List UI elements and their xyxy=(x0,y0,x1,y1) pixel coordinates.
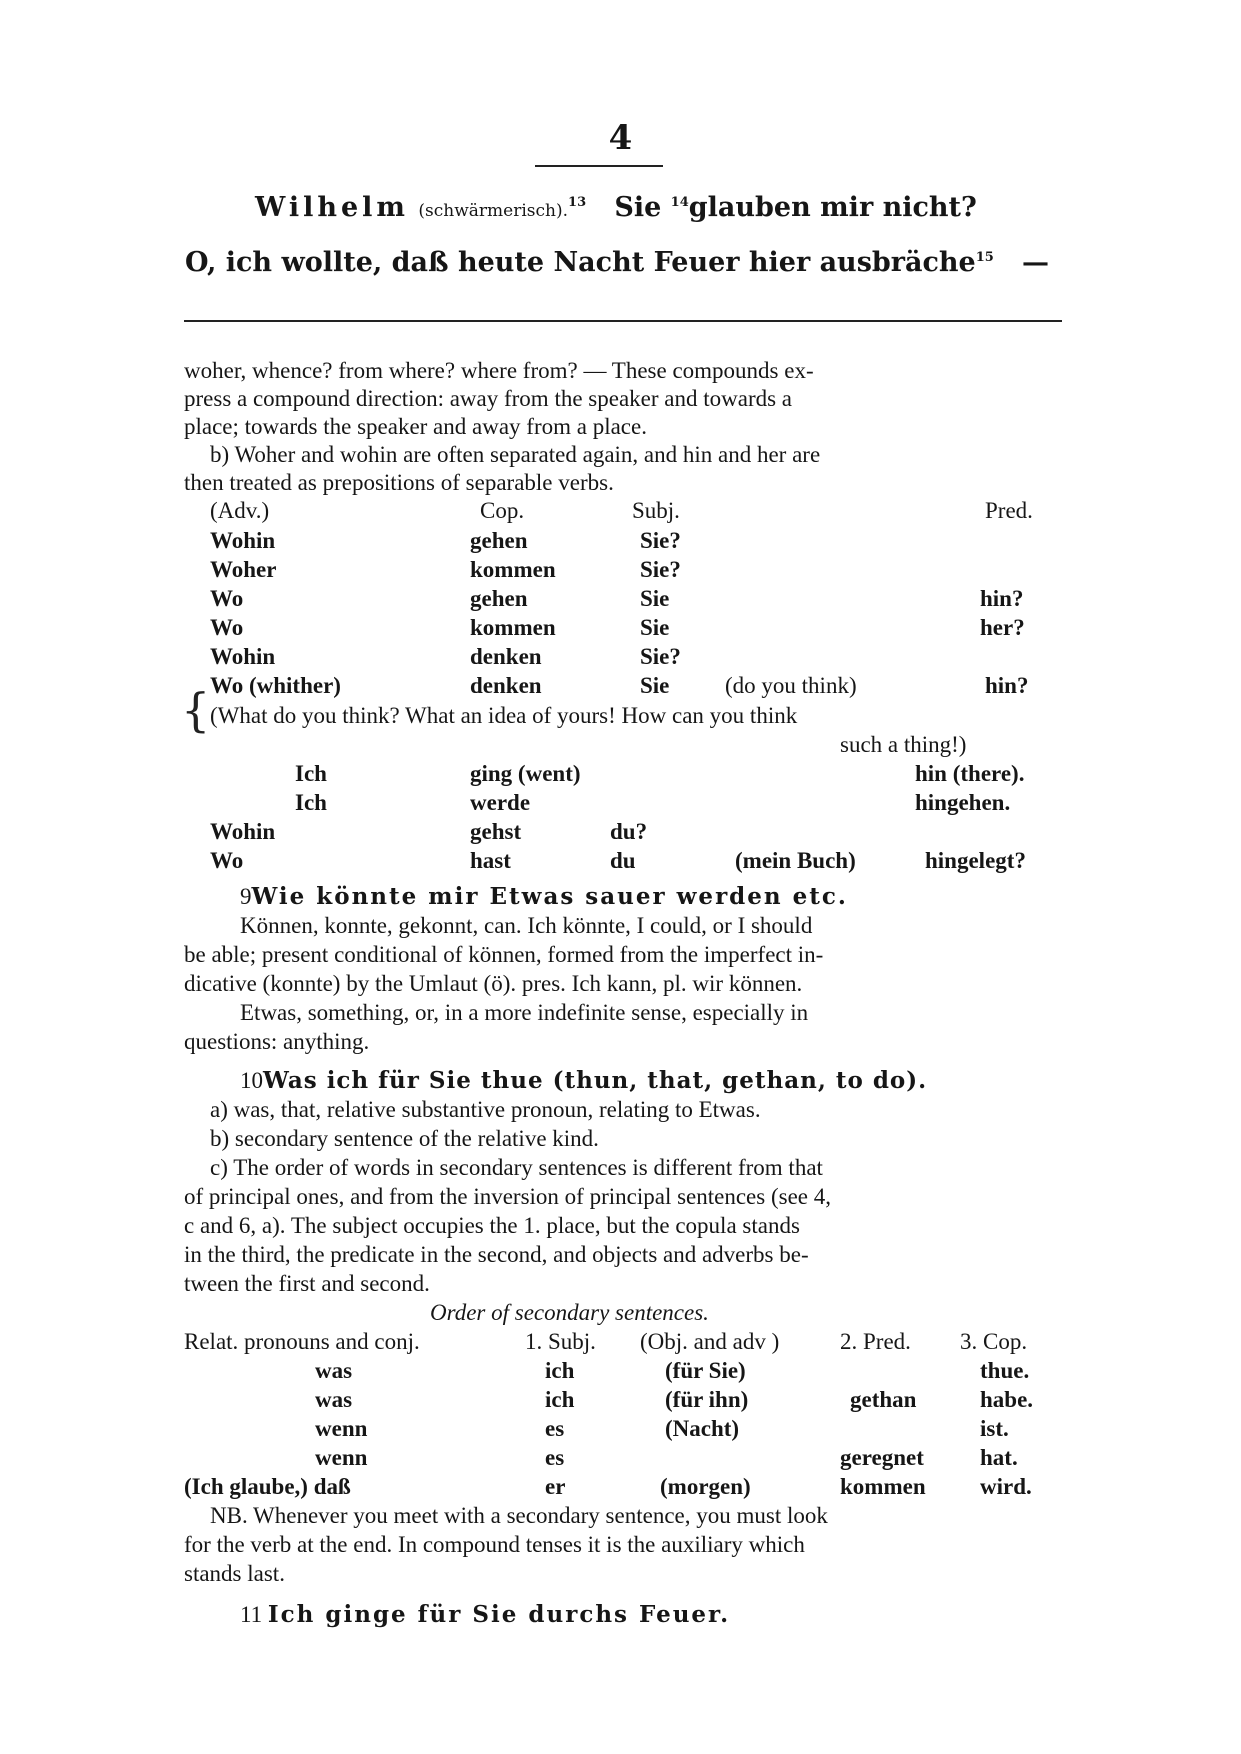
note-line: place; towards the speaker and away from a place. xyxy=(184,414,647,439)
table-header: (Adv.) xyxy=(210,498,270,523)
note-line: stands last. xyxy=(184,1561,285,1586)
table-cell: Sie xyxy=(640,615,670,640)
table-cell: hat. xyxy=(980,1445,1018,1470)
verse-dash: — xyxy=(1022,247,1050,278)
table-cell: Wo xyxy=(210,586,244,611)
table-cell: es xyxy=(545,1416,565,1441)
table-cell: werde xyxy=(470,790,531,815)
table-cell: her? xyxy=(980,615,1025,640)
table-cell: hin? xyxy=(980,586,1024,611)
table-header: (Obj. and adv ) xyxy=(640,1329,780,1354)
table-cell: wenn xyxy=(315,1416,368,1441)
table-cell: er xyxy=(545,1474,566,1499)
table-cell: hast xyxy=(470,848,511,873)
table-cell: (für ihn) xyxy=(665,1387,749,1412)
note-heading xyxy=(240,1601,730,1629)
table-cell: Sie? xyxy=(640,644,681,669)
footnote-ref: 13 xyxy=(568,195,587,210)
note-line: then treated as prepositions of separable verbs. xyxy=(184,470,614,495)
table-cell: Wo xyxy=(210,615,244,640)
note-line: c) The order of words in secondary sentences is different from that xyxy=(210,1155,823,1180)
footnote-ref: 15 xyxy=(975,250,994,265)
table-cell: ist. xyxy=(980,1416,1009,1441)
table-cell: du? xyxy=(610,819,648,844)
note-number: 10 xyxy=(240,1068,263,1093)
note-line: of principal ones, and from the inversion of principal sentences (see 4, xyxy=(184,1184,831,1209)
note-number: 9 xyxy=(240,884,252,909)
note-line: in the third, the predicate in the second, and objects and adverbs be- xyxy=(184,1242,809,1267)
verse-text: O, ich wollte, daß heute Nacht Feuer hier ausbräche xyxy=(185,247,976,278)
table-header: Relat. pronouns and conj. xyxy=(184,1329,420,1354)
table-cell: Wo xyxy=(210,848,244,873)
stage-direction: (schwärmerisch). xyxy=(418,201,569,221)
table-cell: (do you think) xyxy=(725,673,857,698)
table-cell: Wohin xyxy=(210,528,276,553)
table-header: Cop. xyxy=(480,498,525,523)
table-cell: kommen xyxy=(470,615,556,640)
note-line: NB. Whenever you meet with a secondary sentence, you must look xyxy=(210,1503,828,1528)
note-line: a) was, that, relative substantive pronoun, relating to Etwas. xyxy=(210,1097,761,1122)
table-header: 2. Pred. xyxy=(840,1329,911,1354)
table-cell: (Ich glaube,) daß xyxy=(184,1474,351,1499)
note-heading xyxy=(240,1067,927,1095)
table-cell: (Nacht) xyxy=(665,1416,740,1441)
table-cell: du xyxy=(610,848,636,873)
note-heading-text: Wie könnte mir Etwas sauer werden etc. xyxy=(251,883,848,910)
table-cell: hingehen. xyxy=(915,790,1011,815)
table-cell: ich xyxy=(545,1358,575,1383)
table-cell: Wo (whither) xyxy=(210,673,341,698)
note-line: tween the first and second. xyxy=(184,1271,430,1296)
table-cell: Sie xyxy=(640,673,670,698)
table-cell: hin? xyxy=(985,673,1029,698)
table-cell: (mein Buch) xyxy=(735,848,856,873)
note-line: woher, whence? from where? where from? — These compounds ex- xyxy=(184,358,814,383)
table-cell: thue. xyxy=(980,1358,1030,1383)
verse-text: Sie xyxy=(614,192,662,223)
table-cell: Sie? xyxy=(640,557,681,582)
table-cell: kommen xyxy=(840,1474,926,1499)
table-cell: Sie? xyxy=(640,528,681,553)
note-line: c and 6, a). The subject occupies the 1. place, but the copula stands xyxy=(184,1213,800,1238)
table-cell: was xyxy=(315,1358,353,1383)
note-line: such a thing!) xyxy=(840,732,967,757)
table-cell: ich xyxy=(545,1387,575,1412)
note-line: Können, konnte, gekonnt, can. Ich könnte, I could, or I should xyxy=(240,913,813,938)
note-line: b) Woher and wohin are often separated again, and hin and her are xyxy=(210,442,821,467)
table-cell: geregnet xyxy=(840,1445,924,1470)
table-cell: was xyxy=(315,1387,353,1412)
table-cell: Wohin xyxy=(210,644,276,669)
page-number: 4 xyxy=(608,118,633,158)
table-cell: Sie xyxy=(640,586,670,611)
table-cell: hingelegt? xyxy=(925,848,1026,873)
table-cell: denken xyxy=(470,644,542,669)
brace-mark: { xyxy=(181,683,211,737)
note-number: 11 xyxy=(240,1602,263,1627)
footnote-ref: 14 xyxy=(670,195,689,210)
table-cell: gehst xyxy=(470,819,522,844)
table-header: Subj. xyxy=(632,498,680,523)
page-number-rule xyxy=(535,165,663,167)
note-heading-text: Was ich für Sie thue (thun, that, gethan, to do). xyxy=(263,1067,928,1094)
note-line: be able; present conditional of können, formed from the imperfect in- xyxy=(184,942,824,967)
note-line: b) secondary sentence of the relative kind. xyxy=(210,1126,599,1151)
note-line: (What do you think? What an idea of yours! How can you think xyxy=(210,703,798,728)
verse-line-2 xyxy=(185,240,1049,281)
table-cell: gehen xyxy=(470,586,528,611)
note-heading-text: Ich ginge für Sie durchs Feuer. xyxy=(267,1601,731,1628)
table-cell: Woher xyxy=(210,557,277,582)
table-cell: wird. xyxy=(980,1474,1032,1499)
table-cell: Wohin xyxy=(210,819,276,844)
table-cell: kommen xyxy=(470,557,556,582)
table-cell: ging (went) xyxy=(470,761,581,786)
table-cell: denken xyxy=(470,673,542,698)
verse-line-1 xyxy=(255,185,977,229)
table-cell: (für Sie) xyxy=(665,1358,746,1383)
table-cell: habe. xyxy=(980,1387,1034,1412)
note-heading xyxy=(240,883,848,911)
table-cell: (morgen) xyxy=(660,1474,751,1499)
table-cell: Ich xyxy=(295,761,327,786)
table-cell: wenn xyxy=(315,1445,368,1470)
footnote-separator xyxy=(184,320,1062,322)
table-header: 1. Subj. xyxy=(525,1329,596,1354)
table-cell: hin (there). xyxy=(915,761,1025,786)
verse-text: glauben mir nicht? xyxy=(688,192,977,223)
note-line: Etwas, something, or, in a more indefinite sense, especially in xyxy=(240,1000,809,1025)
table-cell: gehen xyxy=(470,528,528,553)
table-cell: Ich xyxy=(295,790,327,815)
note-line: questions: anything. xyxy=(184,1029,370,1054)
note-line: for the verb at the end. In compound tenses it is the auxiliary which xyxy=(184,1532,805,1557)
table-cell: gethan xyxy=(850,1387,917,1412)
speaker-name: Wilhelm xyxy=(255,192,409,223)
note-line: press a compound direction: away from the speaker and towards a xyxy=(184,386,793,411)
section-title: Order of secondary sentences. xyxy=(430,1300,709,1325)
table-header: Pred. xyxy=(985,498,1033,523)
table-cell: es xyxy=(545,1445,565,1470)
note-line: dicative (konnte) by the Umlaut (ö). pres. Ich kann, pl. wir können. xyxy=(184,971,803,996)
table-header: 3. Cop. xyxy=(960,1329,1028,1354)
